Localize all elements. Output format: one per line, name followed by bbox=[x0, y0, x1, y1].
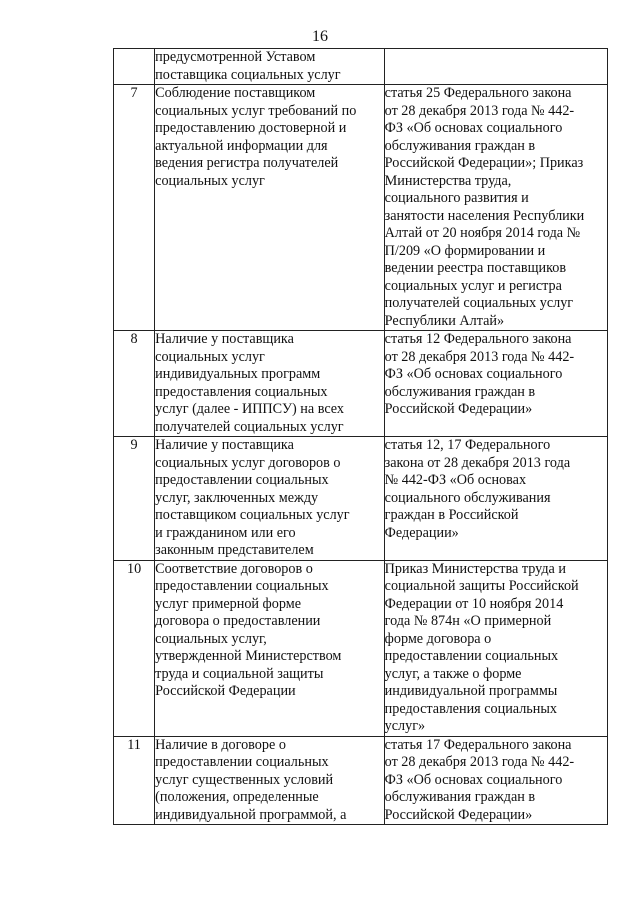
legal-basis-cell bbox=[384, 437, 607, 561]
row-number: 9 bbox=[130, 437, 138, 453]
table-row bbox=[114, 736, 608, 825]
table-row bbox=[114, 85, 608, 331]
legal-basis-cell bbox=[384, 49, 607, 85]
row-number: 10 bbox=[126, 560, 142, 577]
table-row bbox=[114, 560, 608, 736]
table-row bbox=[114, 331, 608, 437]
legal-basis-text: Приказ Министерства труда и социальной защиты Российской Федерации от 10 ноября 2014 года № 874н «О примерной форме договора о предоставлении социальных услуг, а также о форме индивидуальной программы предоставления социальных услуг» bbox=[384, 560, 579, 734]
row-number-cell bbox=[114, 437, 155, 561]
requirement-cell bbox=[155, 560, 385, 736]
row-number-cell bbox=[114, 331, 155, 437]
row-number-cell bbox=[114, 49, 155, 85]
row-number: 11 bbox=[127, 736, 141, 753]
table-row bbox=[114, 49, 608, 85]
requirement-text: предусмотренной Уставом поставщика социальных услуг bbox=[155, 49, 341, 83]
requirement-cell bbox=[155, 736, 385, 825]
row-number: 8 bbox=[130, 331, 138, 347]
requirement-cell bbox=[155, 331, 385, 437]
requirement-cell bbox=[155, 437, 385, 561]
requirement-text: Соблюдение поставщиком социальных услуг требований по предоставлению достоверной и актуальной информации для ведения регистра получателей социальных услуг bbox=[155, 85, 357, 189]
requirement-text: Наличие в договоре о предоставлении социальных услуг существенных условий (положения, определенные индивидуальной программой, а bbox=[155, 736, 347, 823]
legal-basis-cell bbox=[384, 560, 607, 736]
requirement-cell bbox=[155, 49, 385, 85]
requirements-table bbox=[113, 48, 608, 825]
legal-basis-text: статья 25 Федерального закона от 28 декабря 2013 года № 442- ФЗ «Об основах социального обслуживания граждан в Российской Федерации»; Приказ Министерства труда, социального развития и занятости населения Республики Алтай от 20 ноября 2014 года № П/209 «О формировании и ведении реестра поставщиков социальных услуг и регистра получателей социальных услуг Республики Алтай» bbox=[384, 85, 585, 329]
page-number: 16 bbox=[312, 28, 328, 45]
requirement-cell bbox=[155, 85, 385, 331]
requirement-text: Соответствие договоров о предоставлении социальных услуг примерной форме договора о предоставлении социальных услуг, утвержденной Министерством труда и социальной защиты Российской Федерации bbox=[155, 560, 342, 699]
legal-basis-cell bbox=[384, 85, 607, 331]
requirement-text: Наличие у поставщика социальных услуг индивидуальных программ предоставления социальных услуг (далее - ИППСУ) на всех получателей социальных услуг bbox=[155, 331, 344, 435]
legal-basis-cell bbox=[384, 736, 607, 825]
legal-basis-text: статья 12 Федерального закона от 28 декабря 2013 года № 442- ФЗ «Об основах социального обслуживания граждан в Российской Федерации» bbox=[384, 331, 575, 417]
row-number-cell bbox=[114, 560, 155, 736]
legal-basis-cell bbox=[384, 331, 607, 437]
legal-basis-text: статья 17 Федерального закона от 28 декабря 2013 года № 442- ФЗ «Об основах социального обслуживания граждан в Российской Федерации» bbox=[384, 736, 575, 823]
requirement-text: Наличие у поставщика социальных услуг договоров о предоставлении социальных услуг, заключенных между поставщиком социальных услуг и гражданином или его законным представителем bbox=[155, 437, 350, 558]
row-number-cell bbox=[114, 85, 155, 331]
legal-basis-text: статья 12, 17 Федерального закона от 28 декабря 2013 года № 442-ФЗ «Об основах социального обслуживания граждан в Российской Федерации» bbox=[384, 437, 571, 541]
row-number-cell bbox=[114, 736, 155, 825]
row-number: 7 bbox=[130, 85, 138, 101]
table-row bbox=[114, 437, 608, 561]
